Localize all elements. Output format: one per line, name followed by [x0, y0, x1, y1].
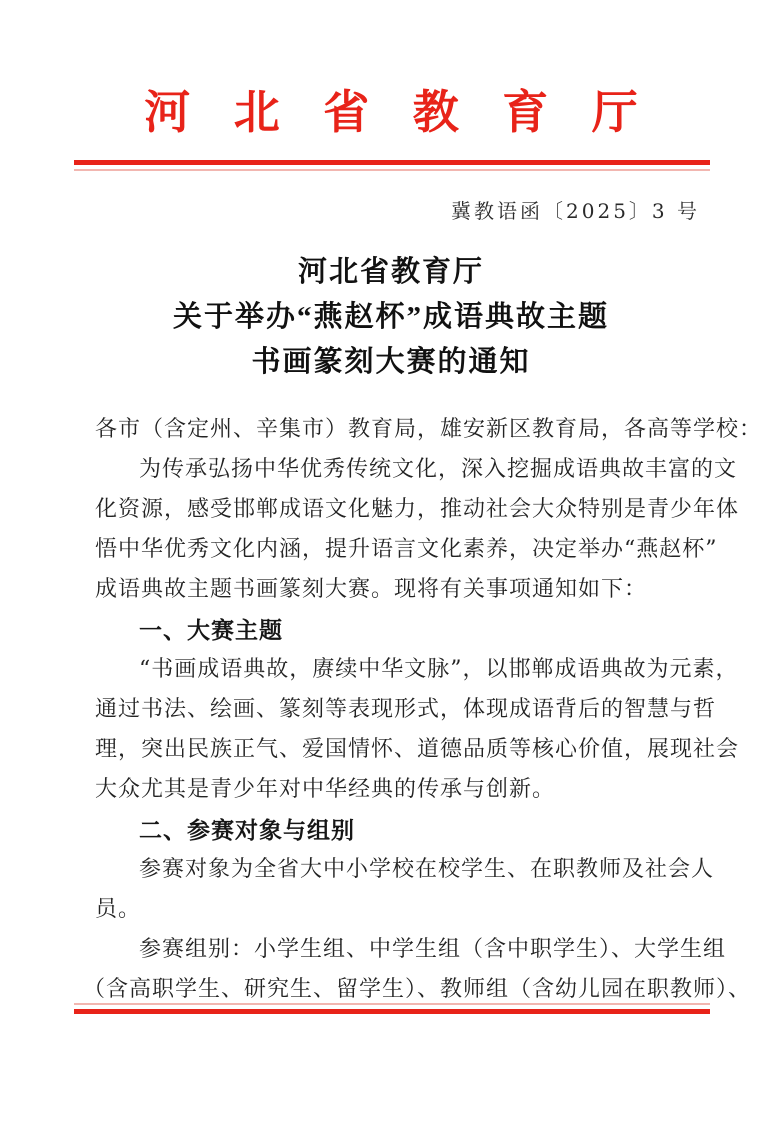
- body-line: 大众尤其是青少年对中华经典的传承与创新。: [95, 777, 556, 802]
- body-line: 参赛组别：小学生组、中学生组（含中职学生）、大学生组: [139, 937, 727, 962]
- document-number: 冀教语函〔2025〕3 号: [451, 199, 700, 223]
- body-line: 为传承弘扬中华优秀传统文化，深入挖掘成语典故丰富的文: [139, 457, 738, 482]
- letterhead-agency-name: 河 北 省 教 育 厅: [144, 87, 654, 138]
- document-title-line-3: 书画篆刻大赛的通知: [251, 346, 531, 378]
- body-line: 员。: [95, 897, 142, 922]
- header-rule-thick: [74, 160, 710, 165]
- body-line: 参赛对象为全省大中小学校在校学生、在职教师及社会人: [139, 857, 715, 882]
- body-line: 悟中华优秀文化内涵，提升语言文化素养，决定举办“燕赵杯”: [95, 537, 718, 562]
- section-heading-1: 一、大赛主题: [139, 617, 283, 643]
- body-line: “书画成语典故，赓续中华文脉”，以邯郸成语典故为元素，: [139, 657, 739, 682]
- section-heading-2: 二、参赛对象与组别: [139, 817, 355, 843]
- salutation-line: 各市（含定州、辛集市）教育局，雄安新区教育局，各高等学校：: [95, 417, 763, 442]
- header-rule-thin: [74, 169, 710, 171]
- body-line: （含高职学生、研究生、留学生）、教师组（含幼儿园在职教师）、: [83, 977, 752, 1002]
- document-title: [0, 250, 782, 385]
- footer-rule-thin: [74, 1003, 710, 1005]
- body-line: 理，突出民族正气、爱国情怀、道德品质等核心价值，展现社会: [95, 737, 740, 762]
- document-body: [83, 410, 763, 1010]
- document-title-line-1: 河北省教育厅: [297, 256, 484, 288]
- footer-rule-thick: [74, 1009, 710, 1014]
- body-line: 化资源，感受邯郸成语文化魅力，推动社会大众特别是青少年体: [95, 497, 740, 522]
- document-title-line-2: 关于举办“燕赵杯”成语典故主题: [172, 301, 609, 333]
- body-line: 成语典故主题书画篆刻大赛。现将有关事项通知如下：: [95, 577, 648, 602]
- body-line: 通过书法、绘画、篆刻等表现形式，体现成语背后的智慧与哲: [95, 697, 717, 722]
